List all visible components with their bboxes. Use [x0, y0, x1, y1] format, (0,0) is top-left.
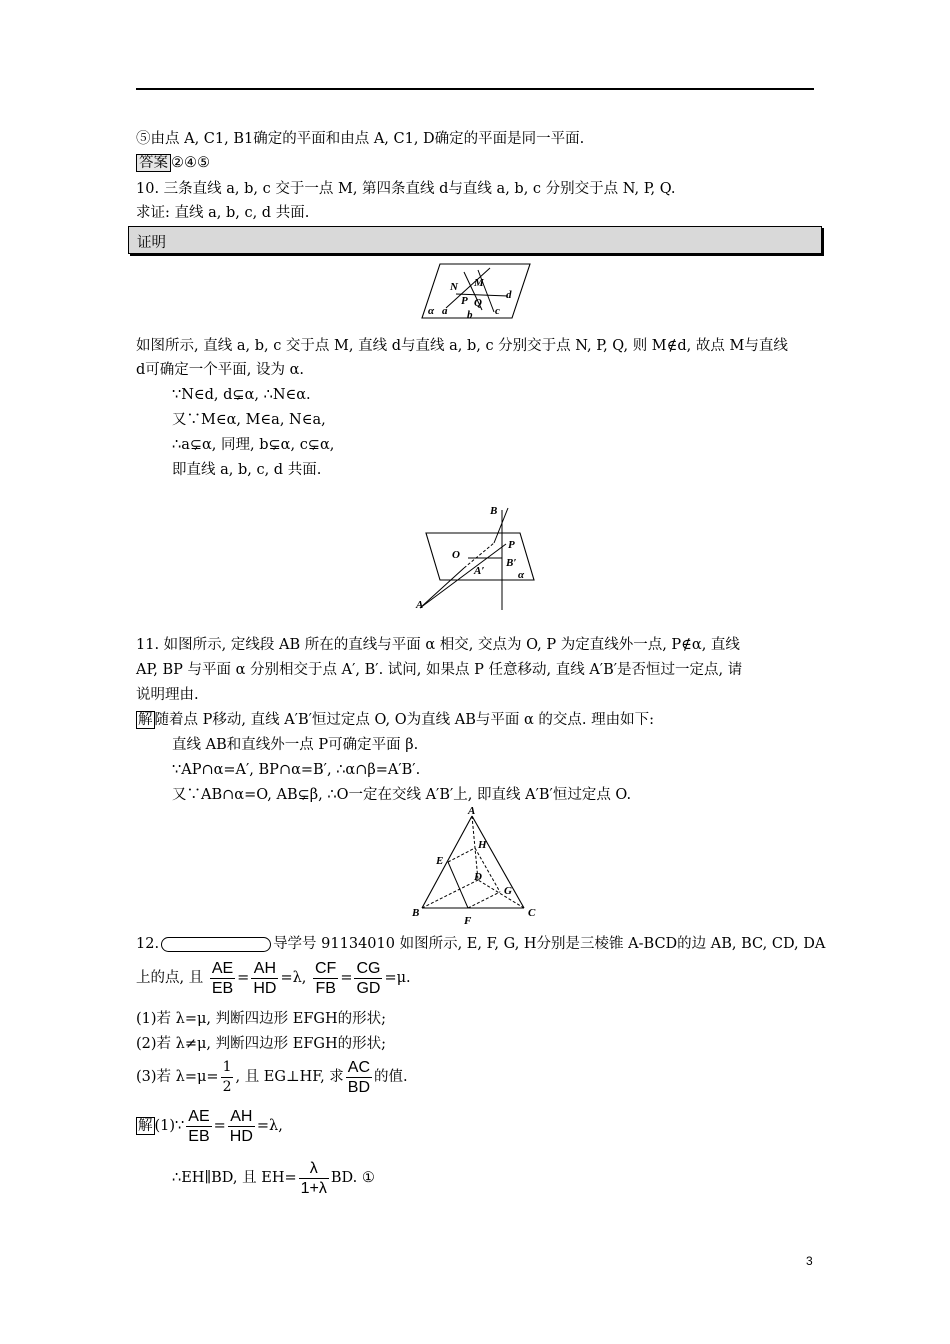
fraction-one-half: $\frac{1}{2}$ — [222, 1058, 232, 1095]
q10-goal: 求证: 直线 a, b, c, d 共面. — [136, 205, 310, 221]
fraction-AH-HD: $\frac{AH}{HD}$ — [253, 959, 277, 997]
fig1-label-M: M — [474, 277, 484, 289]
fig2-label-B: B — [490, 505, 498, 517]
header-rule — [136, 88, 814, 90]
edge-AC — [472, 816, 524, 908]
fig1-label-b: b — [467, 309, 473, 321]
fig1-label-a: a — [442, 305, 448, 317]
proof-line-2: d可确定一个平面, 设为 α. — [136, 362, 305, 378]
segment-FG — [468, 892, 500, 908]
segment-EH — [448, 848, 475, 862]
figure-plane-lines — [420, 256, 532, 322]
fraction-AC-BD: $\frac{AC}{BD}$ — [347, 1058, 371, 1096]
fig1-label-P: P — [461, 295, 468, 307]
figure-line-plane — [410, 500, 548, 616]
fig2-label-A-prime: A′ — [474, 565, 485, 577]
q12-solution-1-prefix: (1)∵ — [154, 1118, 185, 1134]
q11-solution-1 — [136, 711, 654, 729]
fig3-label-E: E — [436, 855, 444, 867]
fig3-label-A: A — [468, 805, 476, 817]
q12-solution-2-suffix: BD. ① — [330, 1170, 375, 1186]
proof-label: 证明 — [137, 235, 166, 251]
edge-CD — [478, 880, 524, 908]
q12-solution-2-prefix: ∴EH∥BD, 且 EH= — [172, 1170, 297, 1186]
fig1-label-Q: Q — [474, 297, 482, 309]
fig2-label-O: O — [452, 549, 460, 561]
solution-label: 解 — [138, 712, 153, 728]
q12-solution-1: 解 (1)∵ $\frac{AE}{EB}$ = $\frac{AH}{HD}$ =λ, — [138, 1107, 283, 1145]
page-number: 3 — [806, 1254, 813, 1268]
fig3-label-F: F — [464, 915, 472, 927]
fraction-AE-EB-sol: $\frac{AE}{EB}$ — [188, 1107, 210, 1145]
answer-label: 答案 — [136, 154, 171, 172]
segment-EF — [448, 862, 468, 908]
fig1-label-c: c — [495, 305, 500, 317]
solution-label-12: 解 — [138, 1118, 153, 1134]
q11-solution-1-text: 随着点 P移动, 直线 A′B′恒过定点 O, O为直线 AB与平面 α 的交点. 理由如下: — [154, 712, 655, 728]
guide-badge — [161, 937, 271, 952]
figure-tetrahedron — [408, 804, 542, 930]
proof-line-3: ∵N∈d, d⊊α, ∴N∈α. — [172, 387, 311, 403]
fig2-label-P: P — [508, 539, 515, 551]
q12-part-2: (2)若 λ≠μ, 判断四边形 EFGH的形状; — [136, 1036, 386, 1052]
fig3-label-G: G — [504, 885, 512, 897]
q12-line-1-text: 导学号 91134010 如图所示, E, F, G, H分别是三棱锥 A-BCD的边 AB, BC, CD, DA — [273, 936, 826, 952]
fig3-label-D: D — [474, 871, 482, 883]
q11-line-2: AP, BP 与平面 α 分别相交于点 A′, B′. 试问, 如果点 P 任意移动, 直线 A′B′是否恒过一定点, 请 — [136, 662, 743, 678]
proof-line-5: ∴a⊊α, 同理, b⊊α, c⊊α, — [172, 437, 335, 453]
q12-number: 12. — [136, 936, 160, 952]
fig1-label-alpha: α — [428, 305, 435, 317]
q12-line-1 — [136, 935, 825, 953]
q11-solution-2: 直线 AB和直线外一点 P可确定平面 β. — [172, 737, 419, 753]
fraction-CF-FB: $\frac{CF}{FB}$ — [315, 959, 337, 997]
fig3-label-H: H — [478, 839, 487, 851]
plane-alpha-outline — [422, 264, 530, 318]
fig2-label-B-prime: B′ — [506, 557, 517, 569]
q12-line-2-prefix: 上的点, 且 — [136, 970, 204, 986]
q12-line-2: 上的点, 且 $\frac{AE}{EB}$ = $\frac{AH}{HD}$ =λ, $\frac{CF}{FB}$ = $\frac{CG}{GD}$ =μ. — [136, 959, 411, 997]
proof-line-6: 即直线 a, b, c, d 共面. — [172, 462, 322, 478]
q12-part-1: (1)若 λ=μ, 判断四边形 EFGH的形状; — [136, 1011, 386, 1027]
q11-line-1: 11. 如图所示, 定线段 AB 所在的直线与平面 α 相交, 交点为 O, P 为定直线外一点, P∉α, 直线 — [136, 637, 740, 653]
proof-line-4: 又∵M∈α, M∈a, N∈a, — [172, 412, 326, 428]
fraction-lambda: $\frac{\lambda}{1+\lambda}$ — [300, 1159, 327, 1197]
q12-solution-2 — [172, 1158, 375, 1198]
fig3-label-B: B — [412, 907, 420, 919]
fraction-AH-HD-sol: $\frac{AH}{HD}$ — [229, 1107, 253, 1145]
fig3-label-C: C — [528, 907, 536, 919]
answer-value: ②④⑤ — [171, 155, 210, 171]
q12-part-3-middle: , 且 EG⊥HF, 求 — [235, 1069, 344, 1085]
answer-line — [136, 154, 210, 172]
proof-line-1: 如图所示, 直线 a, b, c 交于点 M, 直线 d与直线 a, b, c 分别交于点 N, P, Q, 则 M∉d, 故点 M与直线 — [136, 338, 788, 354]
q12-part-3 — [136, 1057, 408, 1097]
fig1-label-N: N — [450, 281, 458, 293]
q12-part-3-suffix: 的值. — [374, 1069, 408, 1085]
q11-solution-4: 又∵AB∩α=O, AB⊊β, ∴O一定在交线 A′B′上, 即直线 A′B′恒过定点 O. — [172, 787, 632, 803]
edge-AB — [422, 816, 472, 908]
fig2-label-A: A — [416, 599, 424, 611]
fraction-AE-EB: $\frac{AE}{EB}$ — [211, 959, 234, 997]
proof-header — [128, 226, 822, 254]
fig1-label-d: d — [506, 289, 512, 301]
q11-solution-3: ∵AP∩α=A′, BP∩α=B′, ∴α∩β=A′B′. — [172, 762, 421, 778]
fig2-label-alpha: α — [518, 569, 525, 581]
q11-line-3: 说明理由. — [136, 687, 199, 703]
q12-part-3-prefix: (3)若 λ=μ= — [136, 1069, 219, 1085]
fraction-CG-GD: $\frac{CG}{GD}$ — [356, 959, 381, 997]
edge-BD — [422, 880, 478, 908]
line-A-P — [420, 544, 506, 608]
segment-A-O-lower — [420, 568, 464, 608]
q10-stem: 10. 三条直线 a, b, c 交于一点 M, 第四条直线 d与直线 a, b, c 分别交于点 N, P, Q. — [136, 181, 676, 197]
statement-5: ⑤由点 A, C1, B1确定的平面和由点 A, C1, D确定的平面是同一平面. — [136, 131, 585, 147]
